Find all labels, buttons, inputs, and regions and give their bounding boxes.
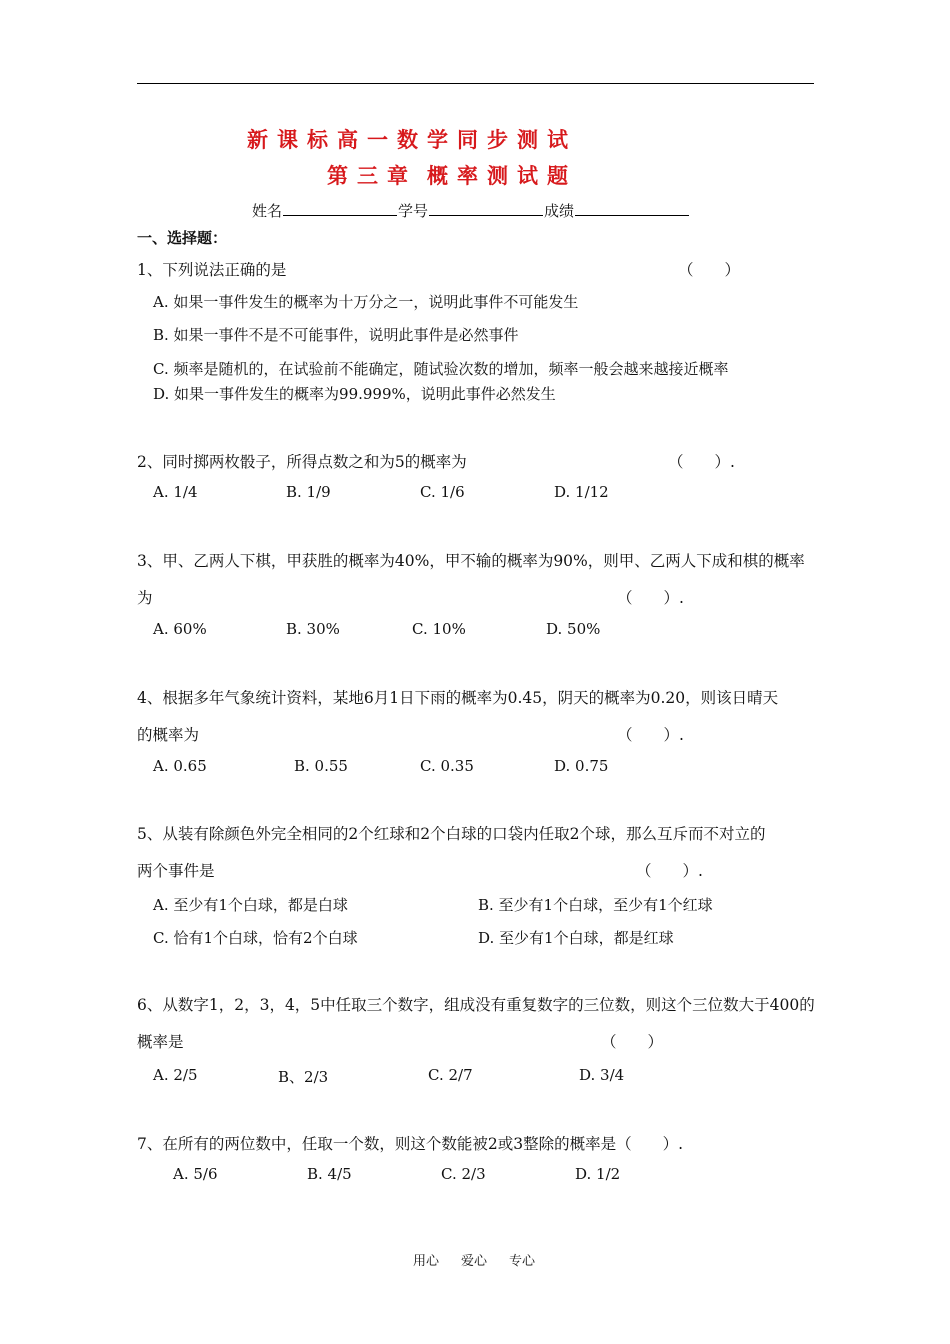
question-6-option-c[interactable]: C. 2/7 xyxy=(428,1066,473,1084)
question-5-answer-blank[interactable]: （ ）. xyxy=(636,862,703,880)
question-6-option-b[interactable]: B、2/3 xyxy=(278,1068,329,1086)
name-field[interactable] xyxy=(283,201,397,216)
question-3-option-b[interactable]: B. 30% xyxy=(286,620,340,638)
question-5-option-c[interactable]: C. 恰有1个白球，恰有2个白球 xyxy=(153,929,358,947)
question-1-option-a[interactable]: A. 如果一事件发生的概率为十万分之一，说明此事件不可能发生 xyxy=(153,293,579,311)
question-4-option-c[interactable]: C. 0.35 xyxy=(420,757,474,775)
question-4-option-b[interactable]: B. 0.55 xyxy=(294,757,348,775)
footer-part-1: 用心 xyxy=(413,1254,440,1269)
question-5-option-d[interactable]: D. 至少有1个白球，都是红球 xyxy=(478,929,674,947)
chapter-number: 第三章 xyxy=(327,163,417,188)
question-1-answer-blank[interactable]: （ ） xyxy=(678,261,741,279)
question-6-answer-blank[interactable]: （ ） xyxy=(601,1033,664,1051)
question-6-stem-line-1: 6、从数字1，2，3，4，5中任取三个数字，组成没有重复数字的三位数，则这个三位数大于400的 xyxy=(137,996,815,1014)
question-5-option-b[interactable]: B. 至少有1个白球，至少有1个红球 xyxy=(478,896,713,914)
question-2-stem: 2、同时掷两枚骰子，所得点数之和为5的概率为 xyxy=(137,453,467,471)
question-3-answer-blank[interactable]: （ ）. xyxy=(617,589,684,607)
question-4-stem-line-2: 的概率为 xyxy=(137,726,200,744)
name-label: 姓名 xyxy=(252,202,283,220)
score-field[interactable] xyxy=(575,201,689,216)
footer-part-3: 专心 xyxy=(509,1254,536,1269)
question-6-option-a[interactable]: A. 2/5 xyxy=(153,1066,198,1084)
question-1-option-b[interactable]: B. 如果一事件不是不可能事件，说明此事件是必然事件 xyxy=(153,326,519,344)
question-2-option-b[interactable]: B. 1/9 xyxy=(286,483,331,501)
question-2-answer-blank[interactable]: （ ）. xyxy=(668,453,735,471)
question-2-option-a[interactable]: A. 1/4 xyxy=(153,483,198,501)
section-heading: 一、选择题： xyxy=(137,229,228,247)
question-4-stem-line-1: 4、根据多年气象统计资料，某地6月1日下雨的概率为0.45，阴天的概率为0.20，则该日晴天 xyxy=(137,689,779,707)
question-1-stem: 1、下列说法正确的是 xyxy=(137,261,287,279)
student-info-fields xyxy=(252,200,690,221)
question-4-answer-blank[interactable]: （ ）. xyxy=(617,726,684,744)
page-footer xyxy=(413,1250,535,1269)
question-5-stem-line-1: 5、从装有除颜色外完全相同的2个红球和2个白球的口袋内任取2个球，那么互斥而不对立的 xyxy=(137,825,766,843)
question-5-option-a[interactable]: A. 至少有1个白球，都是白球 xyxy=(153,896,348,914)
question-4-option-d[interactable]: D. 0.75 xyxy=(554,757,609,775)
score-label: 成绩 xyxy=(544,202,575,220)
question-6-option-d[interactable]: D. 3/4 xyxy=(579,1066,625,1084)
chapter-topic: 概率测试题 xyxy=(427,163,577,188)
question-1-option-c[interactable]: C. 频率是随机的，在试验前不能确定，随试验次数的增加，频率一般会越来越接近概率 xyxy=(153,360,729,378)
question-4-option-a[interactable]: A. 0.65 xyxy=(153,757,207,775)
question-3-option-d[interactable]: D. 50% xyxy=(546,620,601,638)
id-field[interactable] xyxy=(429,201,543,216)
question-7-option-d[interactable]: D. 1/2 xyxy=(575,1165,621,1183)
question-3-option-c[interactable]: C. 10% xyxy=(412,620,466,638)
id-label: 学号 xyxy=(398,202,429,220)
question-3-stem-line-1: 3、甲、乙两人下棋，甲获胜的概率为40%，甲不输的概率为90%，则甲、乙两人下成和棋的概率 xyxy=(137,552,805,570)
question-7-option-b[interactable]: B. 4/5 xyxy=(307,1165,352,1183)
document-title: 新课标高一数学同步测试 xyxy=(247,127,577,152)
footer-part-2: 爱心 xyxy=(461,1254,488,1269)
question-3-option-a[interactable]: A. 60% xyxy=(153,620,207,638)
question-6-stem-line-2: 概率是 xyxy=(137,1033,184,1051)
question-3-stem-line-2: 为 xyxy=(137,589,153,607)
chapter-title xyxy=(327,160,577,190)
question-1-option-d[interactable]: D. 如果一事件发生的概率为99.999%，说明此事件必然发生 xyxy=(153,385,556,403)
question-2-option-d[interactable]: D. 1/12 xyxy=(554,483,609,501)
question-7-option-a[interactable]: A. 5/6 xyxy=(173,1165,218,1183)
header-rule xyxy=(137,83,814,84)
question-5-stem-line-2: 两个事件是 xyxy=(137,862,215,880)
question-7-stem: 7、在所有的两位数中，任取一个数，则这个数能被2或3整除的概率是（ ）. xyxy=(137,1135,684,1153)
question-7-option-c[interactable]: C. 2/3 xyxy=(441,1165,486,1183)
question-2-option-c[interactable]: C. 1/6 xyxy=(420,483,465,501)
